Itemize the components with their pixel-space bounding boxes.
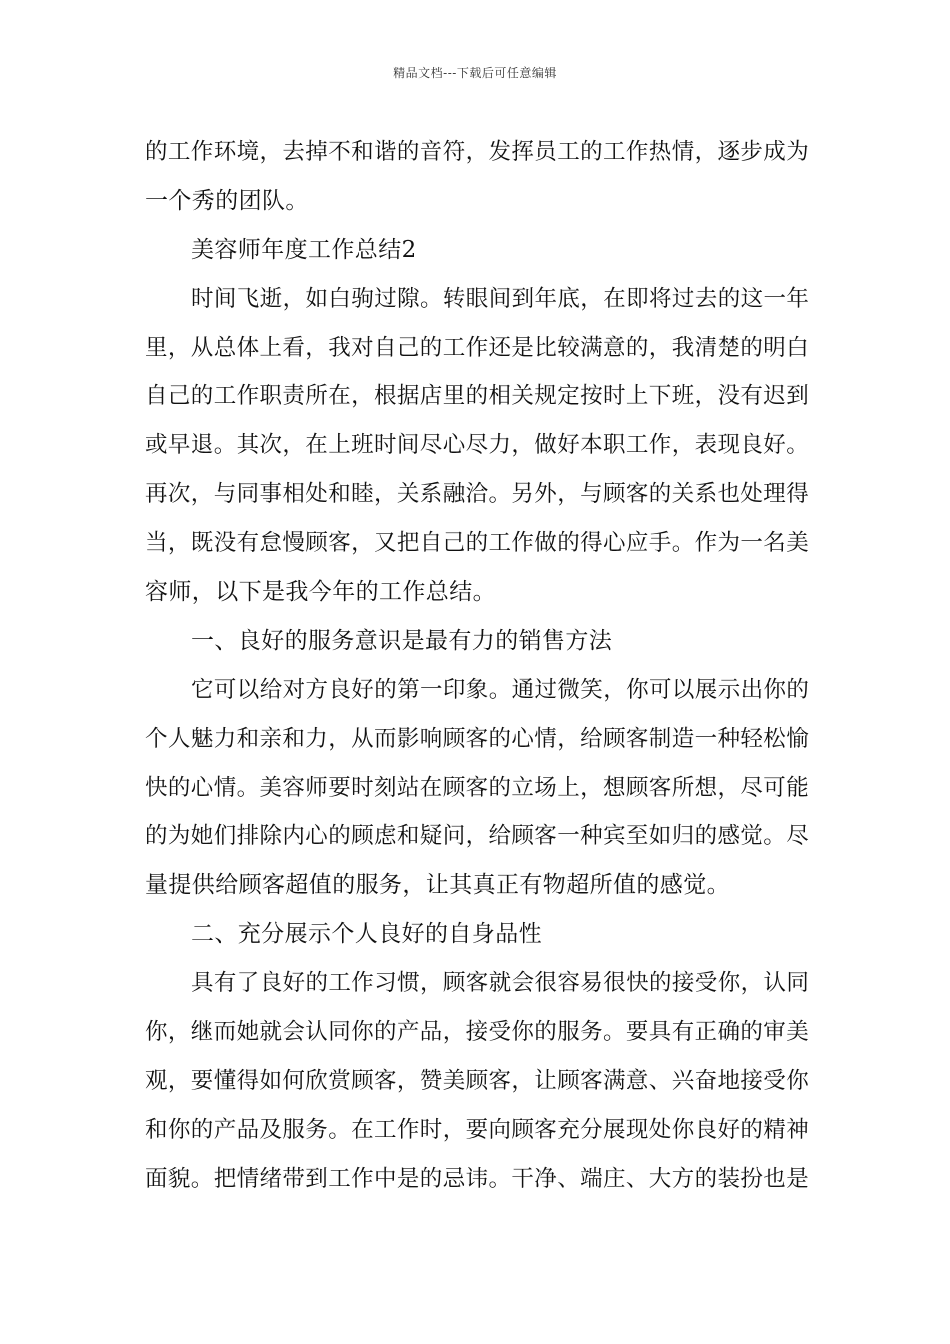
text-line: 具有了良好的工作习惯，顾客就会很容易很快的接受你，认同: [191, 970, 810, 997]
text-line: 自己的工作职责所在，根据店里的相关规定按时上下班，没有迟到: [145, 383, 810, 410]
text-line: 的工作环境，去掉不和谐的音符，发挥员工的工作热情，逐步成为: [145, 139, 810, 165]
text-line: 或早退。其次，在上班时间尽心尽力，做好本职工作，表现良好。: [145, 432, 810, 459]
text-line: 量提供给顾客超值的服务，让其真正有物超所值的感觉。: [145, 872, 730, 899]
text-line: 时间飞逝，如白驹过隙。转眼间到年底，在即将过去的这一年: [191, 285, 810, 312]
text-line: 二、充分展示个人良好的自身品性: [191, 921, 542, 948]
text-line: 面貌。把情绪带到工作中是的忌讳。干净、端庄、大方的装扮也是: [145, 1165, 810, 1192]
text-line: 个人魅力和亲和力，从而影响顾客的心情，给顾客制造一种轻松愉: [145, 725, 810, 752]
text-line: 美容师年度工作总结2: [191, 236, 417, 263]
text-line: 观，要懂得如何欣赏顾客，赞美顾客，让顾客满意、兴奋地接受你: [145, 1067, 810, 1094]
text-line: 它可以给对方良好的第一印象。通过微笑，你可以展示出你的: [191, 676, 810, 703]
text-line: 容师，以下是我今年的工作总结。: [145, 579, 496, 606]
text-line: 再次，与同事相处和睦，关系融洽。另外，与顾客的关系也处理得: [145, 481, 810, 508]
text-line: 你，继而她就会认同你的产品，接受你的服务。要具有正确的审美: [145, 1019, 810, 1046]
text-line: 和你的产品及服务。在工作时，要向顾客充分展现处你良好的精神: [145, 1116, 810, 1143]
document-body: [145, 128, 810, 1204]
text-line: 快的心情。美容师要时刻站在顾客的立场上，想顾客所想，尽可能: [145, 774, 810, 801]
text-line: 里，从总体上看，我对自己的工作还是比较满意的，我清楚的明白: [145, 334, 810, 361]
text-line: 的为她们排除内心的顾虑和疑问，给顾客一种宾至如归的感觉。尽: [145, 823, 810, 850]
text-line: 一、良好的服务意识是最有力的销售方法: [191, 627, 613, 654]
text-line: 一个秀的团队。: [145, 187, 309, 214]
page-header: 精品文档---下载后可任意编辑: [393, 66, 557, 80]
text-line: 当，既没有怠慢顾客，又把自己的工作做的得心应手。作为一名美: [145, 530, 810, 557]
